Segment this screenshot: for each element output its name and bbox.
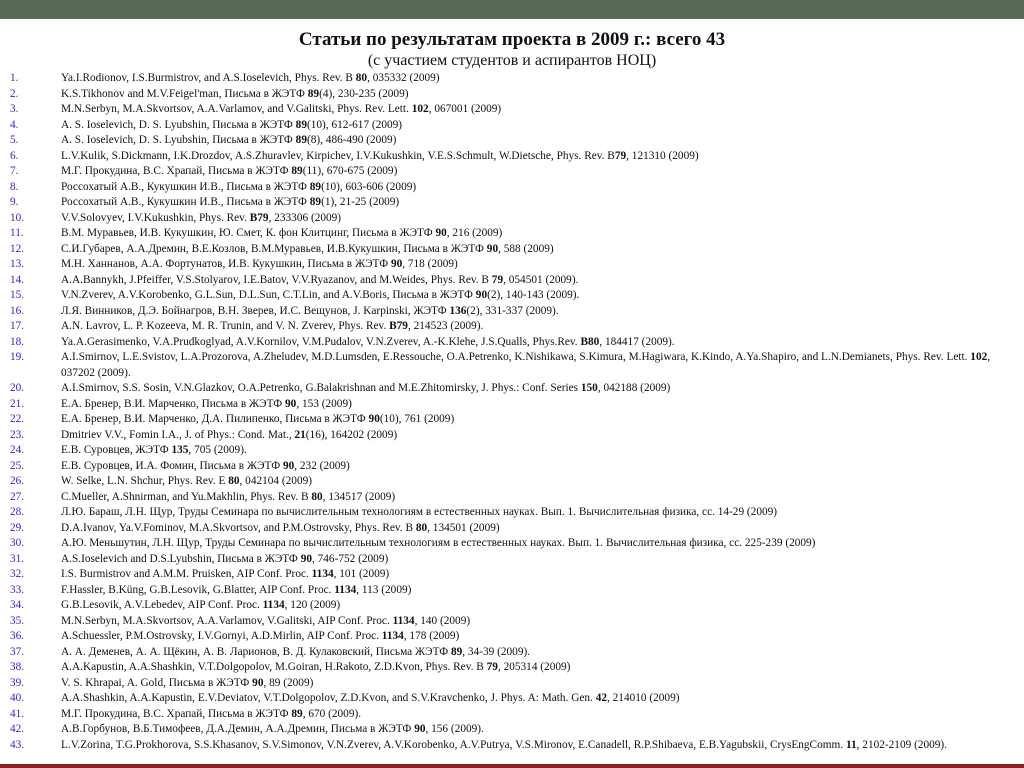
reference-text: (10), 761 (2009): [379, 413, 455, 425]
reference-item: [0, 397, 1024, 413]
reference-volume: 80: [415, 521, 428, 534]
reference-text: , 670 (2009).: [302, 707, 362, 720]
reference-volume: 90: [300, 552, 312, 565]
reference-volume: 90: [282, 459, 295, 472]
reference-number: 34.: [10, 599, 25, 611]
reference-text: (16), 164202 (2009): [305, 428, 398, 441]
reference-text: , 205314 (2009): [497, 661, 571, 673]
reference-text: (2), 331-337 (2009).: [466, 304, 559, 317]
reference-volume: 136: [449, 304, 467, 317]
reference-number: 22.: [10, 413, 25, 425]
reference-text: C.Mueller, A.Shnirman, and Yu.Makhlin, Phys. Rev. B: [61, 490, 312, 503]
reference-item: [0, 180, 1024, 196]
reference-text: Л.Ю. Бараш, Л.Н. Щур, Труды Семинара по вычислительным технологиям в естественных науках. Вып. 1. Вычислительная физика, сс. 14-29 (2009): [61, 506, 778, 518]
reference-text: А.Ю. Меньшутин, Л.Н. Щур, Труды Семинара по вычислительным технологиям в естественных науках. Вып. 1. Вычислительная физика, сс. 225-239 (2009): [61, 537, 816, 549]
reference-item: [0, 195, 1024, 211]
reference-item: [0, 459, 1024, 475]
reference-number: 21.: [10, 397, 25, 410]
reference-item: [0, 691, 1024, 707]
reference-number: 6.: [10, 149, 19, 162]
reference-text: (1), 21-25 (2009): [321, 196, 400, 208]
reference-volume: 135: [171, 444, 189, 456]
reference-text: A.I.Smirnov, L.E.Svistov, L.A.Prozorova, A.Zheludev, M.D.Lumsden, E.Ressouche, O.A.Petrenko, K.Nishikawa, S.Kimura, M.Hagiwara, K.Kindo, A.Ya.Shapiro, and L.N.Demianets, Phys. Rev. Lett.: [61, 351, 971, 363]
reference-number: 18.: [10, 335, 25, 348]
reference-text: Ya.I.Rodionov, I.S.Burmistrov, and A.S.Ioselevich, Phys. Rev. B: [61, 72, 356, 84]
reference-text: Е.В. Суровцев, ЖЭТФ: [61, 444, 172, 456]
reference-item: [0, 676, 1024, 692]
reference-item: [0, 257, 1024, 273]
reference-text: Е.А. Бренер, В.И. Марченко, Письма в ЖЭТФ: [61, 397, 286, 410]
reference-item: [0, 412, 1024, 428]
reference-text: (4), 230-235 (2009): [319, 87, 409, 100]
reference-volume: 89: [450, 645, 463, 658]
reference-text: I.S. Burmistrov and A.M.M. Pruisken, AIP Conf. Proc.: [61, 568, 312, 580]
reference-item: [0, 521, 1024, 537]
reference-text: Е.А. Бренер, В.И. Марченко, Д.А. Пилипенко, Письма в ЖЭТФ: [61, 413, 369, 425]
reference-number: 38.: [10, 661, 25, 673]
reference-item: [0, 536, 1024, 552]
reference-text: , 746-752 (2009): [311, 552, 389, 565]
reference-number: 23.: [10, 428, 25, 441]
reference-text: Л.Я. Винников, Д.Э. Бойнагров, В.Н. Зверев, И.С. Вещунов, J. Karpinski, ЖЭТФ: [61, 304, 450, 317]
reference-text: , 035332 (2009): [367, 72, 440, 84]
reference-volume: 90: [368, 413, 380, 425]
reference-text: , 89 (2009): [263, 676, 314, 689]
reference-number: 41.: [10, 707, 25, 720]
reference-number: 8.: [10, 180, 19, 193]
reference-item: [0, 738, 1024, 754]
reference-item: [0, 381, 1024, 397]
reference-text: , 214523 (2009).: [407, 320, 484, 332]
reference-volume: 89: [309, 196, 322, 208]
reference-text: , 214010 (2009): [607, 692, 680, 704]
reference-volume: 80: [228, 475, 240, 487]
reference-text: D.A.Ivanov, Ya.V.Fominov, M.A.Skvortsov, and P.M.Ostrovsky, Phys. Rev. B: [61, 521, 416, 534]
reference-text: F.Hassler, B.Küng, G.B.Lesovik, G.Blatter, AIP Conf. Proc.: [61, 583, 335, 596]
reference-volume: 89: [291, 707, 303, 720]
reference-text: Россохатый А.В., Кукушкин И.В., Письма в ЖЭТФ: [61, 180, 310, 193]
reference-text: Е.В. Суровцев, И.А. Фомин, Письма в ЖЭТФ: [61, 459, 283, 472]
reference-item: [0, 505, 1024, 521]
reference-text: А.В.Горбунов, В.Б.Тимофеев, Д.А.Демин, А.А.Дремин, Письма в ЖЭТФ: [61, 723, 415, 735]
reference-volume: B80: [580, 335, 600, 348]
reference-text: , 705 (2009).: [188, 444, 247, 456]
reference-text: A.A.Shashkin, A.A.Kapustin, E.V.Deviatov, V.T.Dolgopolov, Z.D.Kvon, and S.V.Kravchenko, J. Phys. A: Math. Gen.: [61, 692, 596, 704]
reference-text: В.М. Муравьев, И.В. Кукушкин, Ю. Смет, К. фон Клитцинг, Письма в ЖЭТФ: [61, 227, 436, 239]
reference-text: , 588 (2009): [498, 242, 554, 255]
reference-text: , 067001 (2009): [428, 103, 502, 115]
reference-item: [0, 335, 1024, 351]
reference-text: , 101 (2009): [333, 568, 390, 580]
reference-text: M.N.Serbyn, M.A.Skvortsov, A.A.Varlamov, V.Galitski, AIP Conf. Proc.: [61, 614, 393, 627]
reference-text: , 054501 (2009).: [503, 273, 579, 286]
reference-number: 27.: [10, 490, 25, 503]
reference-volume: 89: [295, 118, 307, 131]
reference-number: 32.: [10, 568, 25, 580]
reference-number: 3.: [10, 103, 19, 115]
reference-number: 9.: [10, 196, 19, 208]
reference-text: , 121310 (2009): [626, 149, 699, 162]
reference-number: 39.: [10, 676, 25, 689]
reference-text: A.A.Bannykh, J.Pfeiffer, V.S.Stolyarov, I.E.Batov, V.V.Ryazanov, and M.Weides, Phys. Rev. B: [61, 273, 492, 286]
reference-volume: 90: [252, 676, 264, 689]
reference-item: [0, 598, 1024, 614]
reference-item: [0, 164, 1024, 180]
reference-item: [0, 660, 1024, 676]
reference-text: K.S.Tikhonov and M.V.Feigel'man, Письма в ЖЭТФ: [61, 87, 308, 100]
reference-number: 28.: [10, 506, 25, 518]
reference-item: [0, 583, 1024, 599]
reference-text: Ya.A.Gerasimenko, V.A.Prudkoglyad, A.V.Kornilov, V.M.Pudalov, V.N.Zverev, A.-K.Klehe, J.S.Qualls, Phys.Rev.: [61, 335, 581, 348]
reference-text: , 232 (2009): [294, 459, 350, 472]
reference-volume: 89: [291, 165, 303, 177]
reference-item: [0, 614, 1024, 630]
reference-text: G.B.Lesovik, A.V.Lebedev, AIP Conf. Proc.: [61, 599, 263, 611]
reference-number: 37.: [10, 645, 25, 658]
reference-volume: 102: [970, 351, 988, 363]
reference-volume: B79: [249, 211, 269, 224]
reference-volume: 1134: [262, 599, 285, 611]
reference-item: [0, 567, 1024, 583]
reference-text: A.I.Smirnov, S.S. Sosin, V.N.Glazkov, O.A.Petrenko, G.Balakrishnan and M.E.Zhitomirsky, J. Phys.: Conf. Series: [61, 382, 581, 394]
reference-volume: 79: [614, 149, 627, 162]
reference-text: М.Н. Ханнанов, А.А. Фортунатов, И.В. Кукушкин, Письма в ЖЭТФ: [61, 258, 391, 270]
reference-number: 25.: [10, 459, 25, 472]
page-title: Статьи по результатам проекта в 2009 г.: всего 43: [298, 29, 726, 50]
reference-volume: 79: [491, 273, 504, 286]
reference-number: 10.: [10, 211, 25, 224]
reference-number: 4.: [10, 118, 19, 131]
reference-number: 17.: [10, 320, 25, 332]
reference-text: L.V.Zorina, T.G.Prokhorova, S.S.Khasanov, S.V.Simonov, V.N.Zverev, A.V.Korobenko, A.V.Putrya, V.S.Mironov, E.Canadell, R.P.Shibaeva, E.B.Yagubskii, CrysEngComm.: [61, 738, 846, 751]
reference-text: , 120 (2009): [284, 599, 341, 611]
reference-text: A. S. Ioselevich, D. S. Lyubshin, Письма в ЖЭТФ: [61, 118, 296, 131]
reference-item: [0, 722, 1024, 738]
reference-text: Россохатый А.В., Кукушкин И.В., Письма в ЖЭТФ: [61, 196, 310, 208]
reference-text: , 037202 (2009).: [61, 351, 991, 379]
reference-item: [0, 645, 1024, 661]
reference-text: V.V.Solovyev, I.V.Kukushkin, Phys. Rev.: [61, 211, 250, 224]
reference-volume: 79: [486, 661, 498, 673]
reference-volume: 1134: [334, 583, 357, 596]
reference-volume: 1134: [392, 614, 415, 627]
reference-volume: 89: [307, 87, 320, 100]
reference-text: (10), 612-617 (2009): [306, 118, 403, 131]
reference-number: 12.: [10, 242, 25, 255]
reference-volume: B79: [389, 320, 408, 332]
reference-volume: 90: [285, 397, 297, 410]
reference-text: A.N. Lavrov, L. P. Kozeeva, M. R. Trunin, and V. N. Zverev, Phys. Rev.: [61, 320, 390, 332]
reference-item: [0, 211, 1024, 227]
reference-text: W. Selke, L.N. Shchur, Phys. Rev. E: [61, 475, 229, 487]
reference-item: [0, 87, 1024, 103]
reference-item: [0, 350, 1024, 381]
reference-list: [0, 71, 1024, 753]
reference-item: [0, 552, 1024, 568]
reference-text: , 153 (2009): [296, 397, 352, 410]
reference-volume: 1134: [311, 568, 334, 580]
reference-item: [0, 319, 1024, 335]
reference-number: 26.: [10, 475, 25, 487]
reference-item: [0, 490, 1024, 506]
reference-number: 24.: [10, 444, 25, 456]
reference-number: 20.: [10, 382, 25, 394]
reference-text: (10), 603-606 (2009): [321, 180, 417, 193]
reference-text: , 042188 (2009): [597, 382, 671, 394]
reference-item: [0, 133, 1024, 149]
reference-volume: 90: [475, 289, 488, 301]
reference-number: 42.: [10, 723, 25, 735]
reference-number: 15.: [10, 289, 25, 301]
reference-text: Dmitriev V.V., Fomin I.A., J. of Phys.: Cond. Mat.,: [61, 428, 295, 441]
reference-item: [0, 474, 1024, 490]
reference-number: 16.: [10, 304, 25, 317]
reference-text: , 718 (2009): [402, 258, 458, 270]
reference-text: M.N.Serbyn, M.A.Skvortsov, A.A.Varlamov, and V.Galitski, Phys. Rev. Lett.: [61, 103, 412, 115]
reference-text: , 184417 (2009).: [599, 335, 675, 348]
reference-item: [0, 118, 1024, 134]
reference-text: , 178 (2009): [403, 630, 460, 642]
reference-text: , 113 (2009): [356, 583, 412, 596]
reference-text: (8), 486-490 (2009): [306, 134, 397, 146]
reference-text: V.N.Zverev, A.V.Korobenko, G.L.Sun, D.L.Sun, C.T.Lin, and A.V.Boris, Письма в ЖЭТФ: [61, 289, 476, 301]
reference-item: [0, 629, 1024, 645]
reference-text: , 156 (2009).: [425, 723, 484, 735]
reference-text: A.S.Ioselevich and D.S.Lyubshin, Письма в ЖЭТФ: [61, 552, 301, 565]
reference-volume: 80: [355, 72, 368, 84]
reference-volume: 1134: [381, 630, 404, 642]
reference-text: М.Г. Прокудина, В.С. Храпай, Письма в ЖЭТФ: [61, 165, 292, 177]
reference-text: А. А. Деменев, А. А. Щёкин, А. В. Ларионов, В. Д. Кулаковский, Письма ЖЭТФ: [61, 645, 451, 658]
reference-text: (11), 670-675 (2009): [302, 165, 398, 177]
reference-text: , 134501 (2009): [427, 521, 500, 534]
reference-text: A.A.Kapustin, A.A.Shashkin, V.T.Dolgopolov, M.Goiran, H.Rakoto, Z.D.Kvon, Phys. Rev. B: [61, 661, 487, 673]
reference-item: [0, 443, 1024, 459]
bottom-banner-bar: [0, 764, 1024, 768]
reference-text: , 134517 (2009): [322, 490, 396, 503]
reference-volume: 11: [845, 738, 857, 751]
reference-item: [0, 304, 1024, 320]
reference-volume: 80: [311, 490, 323, 503]
reference-number: 2.: [10, 87, 19, 100]
reference-text: (2), 140-143 (2009).: [487, 289, 580, 301]
reference-item: [0, 149, 1024, 165]
reference-number: 30.: [10, 537, 25, 549]
reference-volume: 21: [294, 428, 306, 441]
reference-volume: 90: [390, 258, 403, 270]
reference-volume: 89: [309, 180, 322, 193]
reference-volume: 90: [486, 242, 499, 255]
reference-number: 29.: [10, 521, 25, 534]
reference-number: 43.: [10, 738, 25, 751]
reference-item: [0, 102, 1024, 118]
reference-number: 7.: [10, 165, 19, 177]
reference-number: 31.: [10, 552, 25, 565]
reference-volume: 150: [580, 382, 598, 394]
reference-text: М.Г. Прокудина, В.С. Храпай, Письма в ЖЭТФ: [61, 707, 292, 720]
reference-volume: 102: [411, 103, 429, 115]
reference-number: 36.: [10, 630, 25, 642]
reference-number: 13.: [10, 258, 25, 270]
reference-number: 40.: [10, 692, 25, 704]
reference-volume: 89: [295, 134, 307, 146]
reference-text: , 233306 (2009): [268, 211, 342, 224]
reference-text: A. S. Ioselevich, D. S. Lyubshin, Письма в ЖЭТФ: [61, 134, 296, 146]
page-subtitle: (с участием студентов и аспирантов НОЦ): [367, 52, 657, 69]
reference-text: , 2102-2109 (2009).: [856, 738, 948, 751]
reference-number: 5.: [10, 134, 19, 146]
reference-number: 11.: [10, 227, 24, 239]
reference-item: [0, 288, 1024, 304]
reference-item: [0, 273, 1024, 289]
reference-item: [0, 226, 1024, 242]
reference-item: [0, 707, 1024, 723]
reference-text: L.V.Kulik, S.Dickmann, I.K.Drozdov, A.S.Zhuravlev, Kirpichev, I.V.Kukushkin, V.E.S.Schmult, W.Dietsche, Phys. Rev. B: [61, 149, 615, 162]
reference-volume: 90: [435, 227, 447, 239]
reference-number: 35.: [10, 614, 25, 627]
reference-item: [0, 242, 1024, 258]
reference-number: 1.: [10, 72, 19, 84]
reference-text: , 34-39 (2009).: [462, 645, 531, 658]
top-banner-bar: [0, 0, 1024, 19]
reference-text: V. S. Khrapai, A. Gold, Письма в ЖЭТФ: [61, 676, 253, 689]
reference-text: A.Schuessler, P.M.Ostrovsky, I.V.Gornyi, A.D.Mirlin, AIP Conf. Proc.: [61, 630, 382, 642]
reference-text: , 140 (2009): [414, 614, 471, 627]
reference-number: 33.: [10, 583, 25, 596]
reference-text: , 216 (2009): [446, 227, 503, 239]
reference-item: [0, 71, 1024, 87]
reference-volume: 90: [414, 723, 426, 735]
reference-volume: 42: [595, 692, 607, 704]
reference-number: 14.: [10, 273, 25, 286]
reference-text: С.И.Губарев, А.А.Дремин, В.Е.Козлов, В.М.Муравьев, И.В.Кукушкин, Письма в ЖЭТФ: [61, 242, 487, 255]
reference-item: [0, 428, 1024, 444]
reference-number: 19.: [10, 351, 25, 363]
reference-text: , 042104 (2009): [239, 475, 312, 487]
